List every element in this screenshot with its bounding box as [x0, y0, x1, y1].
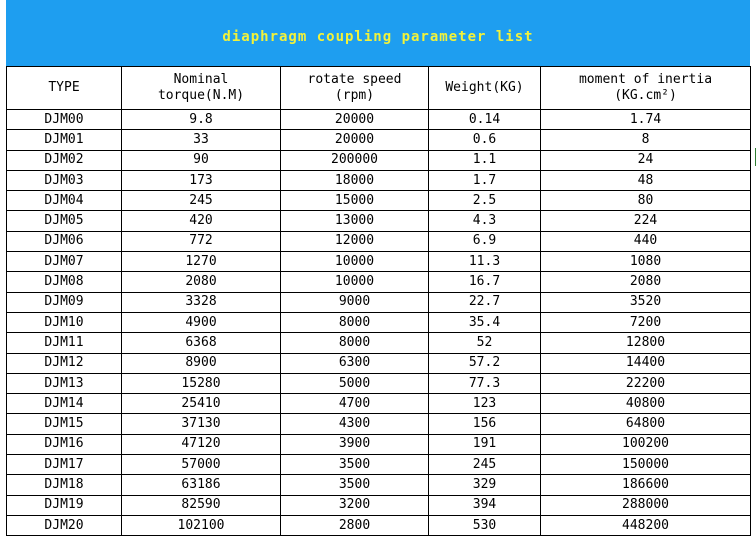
cell-weight[interactable]: 35.4 [429, 312, 541, 332]
cell-inertia[interactable]: 440 [541, 231, 751, 251]
cell-torque[interactable]: 8900 [122, 353, 281, 373]
cell-type[interactable]: DJM13 [7, 373, 122, 393]
cell-weight[interactable]: 1.7 [429, 170, 541, 190]
table-row [7, 353, 751, 373]
cell-speed[interactable]: 9000 [281, 292, 429, 312]
cell-speed[interactable]: 3500 [281, 455, 429, 475]
table-row [7, 191, 751, 211]
cell-weight[interactable]: 1.1 [429, 150, 541, 170]
cell-type[interactable]: DJM00 [7, 110, 122, 130]
cell-inertia[interactable]: 14400 [541, 353, 751, 373]
cell-torque[interactable]: 82590 [122, 495, 281, 515]
cell-inertia[interactable]: 48 [541, 170, 751, 190]
cell-speed[interactable]: 4300 [281, 414, 429, 434]
header-inertia-line1: moment of inertia [578, 72, 713, 87]
cell-torque[interactable]: 57000 [122, 455, 281, 475]
cell-inertia[interactable]: 224 [541, 211, 751, 231]
cell-inertia[interactable]: 64800 [541, 414, 751, 434]
cell-weight[interactable]: 2.5 [429, 191, 541, 211]
cell-torque[interactable]: 420 [122, 211, 281, 231]
table-row [7, 170, 751, 190]
header-speed-line2: (rpm) [334, 88, 375, 103]
cell-inertia[interactable]: 12800 [541, 333, 751, 353]
cell-type[interactable]: DJM12 [7, 353, 122, 373]
cell-weight[interactable]: 16.7 [429, 272, 541, 292]
cell-speed[interactable]: 5000 [281, 373, 429, 393]
cell-inertia[interactable]: 1.74 [541, 110, 751, 130]
cell-type[interactable]: DJM05 [7, 211, 122, 231]
cell-inertia[interactable]: 40800 [541, 394, 751, 414]
table-row [7, 515, 751, 535]
cell-speed[interactable]: 6300 [281, 353, 429, 373]
table-row [7, 272, 751, 292]
cell-torque[interactable]: 63186 [122, 475, 281, 495]
cell-type[interactable]: DJM02 [7, 150, 122, 170]
cell-speed[interactable]: 20000 [281, 110, 429, 130]
cell-torque[interactable]: 25410 [122, 394, 281, 414]
cell-speed[interactable]: 8000 [281, 333, 429, 353]
cell-speed[interactable]: 15000 [281, 191, 429, 211]
cell-speed[interactable]: 3200 [281, 495, 429, 515]
cell-torque[interactable]: 102100 [122, 515, 281, 535]
cell-type[interactable]: DJM10 [7, 312, 122, 332]
cell-speed[interactable]: 4700 [281, 394, 429, 414]
cell-type[interactable]: DJM06 [7, 231, 122, 251]
cell-type[interactable]: DJM18 [7, 475, 122, 495]
table-row [7, 475, 751, 495]
cell-inertia[interactable]: 186600 [541, 475, 751, 495]
cell-weight[interactable]: 6.9 [429, 231, 541, 251]
cell-type[interactable]: DJM01 [7, 130, 122, 150]
header-speed-line1: rotate speed [307, 72, 402, 87]
header-torque-line1: Nominal [173, 72, 229, 87]
cell-torque[interactable]: 9.8 [122, 110, 281, 130]
table-body [7, 110, 751, 536]
cell-weight[interactable]: 52 [429, 333, 541, 353]
header-type-label: TYPE [48, 80, 80, 95]
header-torque-line2: torque(N.M) [157, 88, 245, 103]
cell-weight[interactable]: 156 [429, 414, 541, 434]
table-row [7, 394, 751, 414]
cell-inertia[interactable]: 7200 [541, 312, 751, 332]
table-row [7, 252, 751, 272]
cell-type[interactable]: DJM07 [7, 252, 122, 272]
cell-torque[interactable]: 15280 [122, 373, 281, 393]
table-row [7, 150, 751, 170]
cell-type[interactable]: DJM15 [7, 414, 122, 434]
cell-type[interactable]: DJM19 [7, 495, 122, 515]
table-row [7, 110, 751, 130]
table-row [7, 231, 751, 251]
table-row [7, 292, 751, 312]
table-row [7, 333, 751, 353]
cell-torque[interactable]: 47120 [122, 434, 281, 454]
header-weight[interactable] [429, 67, 541, 110]
table-row [7, 373, 751, 393]
cell-torque[interactable]: 1270 [122, 252, 281, 272]
cell-inertia[interactable]: 22200 [541, 373, 751, 393]
cell-type[interactable]: DJM09 [7, 292, 122, 312]
cell-torque[interactable]: 3328 [122, 292, 281, 312]
cell-speed[interactable]: 18000 [281, 170, 429, 190]
cell-type[interactable]: DJM08 [7, 272, 122, 292]
cell-type[interactable]: DJM11 [7, 333, 122, 353]
header-type[interactable] [7, 67, 122, 110]
cell-inertia[interactable]: 150000 [541, 455, 751, 475]
cell-torque[interactable]: 173 [122, 170, 281, 190]
cell-inertia[interactable]: 100200 [541, 434, 751, 454]
cell-weight[interactable]: 123 [429, 394, 541, 414]
cell-weight[interactable]: 530 [429, 515, 541, 535]
cell-type[interactable]: DJM20 [7, 515, 122, 535]
cell-inertia[interactable]: 24 [541, 150, 751, 170]
cell-inertia[interactable]: 3520 [541, 292, 751, 312]
cell-weight[interactable]: 394 [429, 495, 541, 515]
table-row [7, 211, 751, 231]
cell-torque[interactable]: 2080 [122, 272, 281, 292]
header-inertia[interactable] [541, 67, 751, 110]
table-row [7, 455, 751, 475]
cell-weight[interactable]: 77.3 [429, 373, 541, 393]
header-torque[interactable] [122, 67, 281, 110]
cell-speed[interactable]: 8000 [281, 312, 429, 332]
parameter-table [6, 66, 751, 536]
cell-weight[interactable]: 57.2 [429, 353, 541, 373]
cell-speed[interactable]: 10000 [281, 272, 429, 292]
header-inertia-line2: (KG.cm²) [614, 88, 677, 103]
cell-type[interactable]: DJM17 [7, 455, 122, 475]
cell-speed[interactable]: 10000 [281, 252, 429, 272]
spreadsheet-sheet [6, 0, 750, 536]
cell-weight[interactable]: 0.6 [429, 130, 541, 150]
cell-weight[interactable]: 22.7 [429, 292, 541, 312]
cell-speed[interactable]: 13000 [281, 211, 429, 231]
title-banner[interactable] [6, 0, 750, 66]
cell-weight[interactable]: 329 [429, 475, 541, 495]
header-speed[interactable] [281, 67, 429, 110]
header-row [7, 67, 751, 110]
table-row [7, 495, 751, 515]
table-row [7, 434, 751, 454]
cell-speed[interactable]: 12000 [281, 231, 429, 251]
table-title: diaphragm coupling parameter list [222, 29, 534, 45]
cell-weight[interactable]: 245 [429, 455, 541, 475]
table-row [7, 130, 751, 150]
cell-speed[interactable]: 2800 [281, 515, 429, 535]
cell-torque[interactable]: 33 [122, 130, 281, 150]
cell-weight[interactable]: 4.3 [429, 211, 541, 231]
cell-torque[interactable]: 4900 [122, 312, 281, 332]
cell-type[interactable]: DJM14 [7, 394, 122, 414]
cell-type[interactable]: DJM03 [7, 170, 122, 190]
cell-speed[interactable]: 200000 [281, 150, 429, 170]
cell-speed[interactable]: 20000 [281, 130, 429, 150]
cell-speed[interactable]: 3900 [281, 434, 429, 454]
cell-speed[interactable]: 3500 [281, 475, 429, 495]
cell-torque[interactable]: 772 [122, 231, 281, 251]
header-weight-label: Weight(KG) [445, 80, 524, 95]
cell-torque[interactable]: 245 [122, 191, 281, 211]
cell-inertia[interactable]: 2080 [541, 272, 751, 292]
cell-inertia[interactable]: 1080 [541, 252, 751, 272]
cell-type[interactable]: DJM16 [7, 434, 122, 454]
table-row [7, 414, 751, 434]
cell-type[interactable]: DJM04 [7, 191, 122, 211]
table-row [7, 312, 751, 332]
cell-inertia[interactable]: 288000 [541, 495, 751, 515]
cell-weight[interactable]: 11.3 [429, 252, 541, 272]
cell-torque[interactable]: 90 [122, 150, 281, 170]
cell-torque[interactable]: 6368 [122, 333, 281, 353]
cell-inertia[interactable]: 448200 [541, 515, 751, 535]
cell-weight[interactable]: 191 [429, 434, 541, 454]
cell-weight[interactable]: 0.14 [429, 110, 541, 130]
cell-torque[interactable]: 37130 [122, 414, 281, 434]
cell-inertia[interactable]: 80 [541, 191, 751, 211]
cell-inertia[interactable]: 8 [541, 130, 751, 150]
